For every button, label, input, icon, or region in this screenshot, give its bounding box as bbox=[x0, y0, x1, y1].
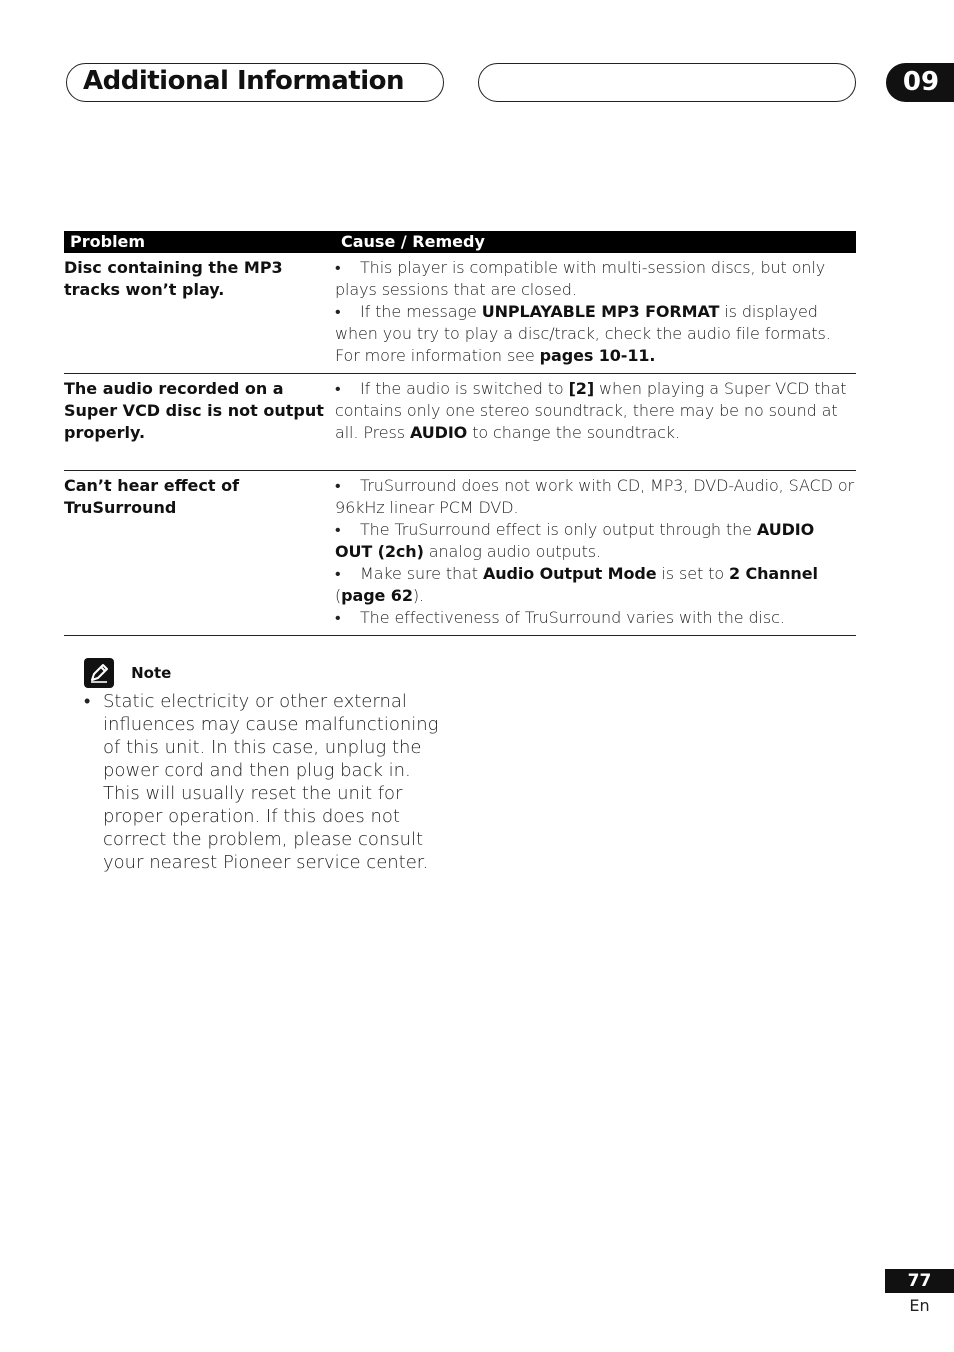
header-blank-box bbox=[478, 63, 856, 102]
remedy-text: when playing a Super VCD that contains only one stereo soundtrack, there may be no sound at all. Press bbox=[335, 379, 847, 442]
remedy-item bbox=[335, 519, 856, 563]
note-bullet: • bbox=[84, 691, 91, 712]
remedy-emphasis: Audio Output Mode bbox=[482, 564, 657, 583]
page-title: Additional Information bbox=[83, 66, 405, 96]
table-body bbox=[64, 253, 856, 636]
note-label: Note bbox=[131, 664, 172, 682]
pencil-icon bbox=[84, 658, 114, 688]
table-row bbox=[64, 374, 856, 471]
problem-cell: The audio recorded on a Super VCD disc is not output properly. bbox=[64, 374, 335, 471]
remedy-text: The effectiveness of TruSurround varies with the disc. bbox=[360, 608, 785, 627]
remedy-text: is displayed when you try to play a disc/track, check the audio file formats. For more information see bbox=[335, 302, 831, 365]
header-title-box bbox=[66, 63, 444, 102]
remedy-bullet: • bbox=[335, 608, 341, 627]
remedy-emphasis: AUDIO bbox=[409, 423, 468, 442]
note-block bbox=[84, 658, 454, 874]
remedy-text: This player is compatible with multi-session discs, but only plays sessions that are closed. bbox=[335, 258, 826, 299]
remedy-item bbox=[335, 563, 856, 607]
remedy-emphasis: UNPLAYABLE MP3 FORMAT bbox=[481, 302, 720, 321]
remedy-text: analog audio outputs. bbox=[423, 542, 601, 561]
remedy-bullet: • bbox=[335, 476, 341, 495]
table-header-row bbox=[64, 231, 856, 253]
remedy-emphasis: 2 Channel bbox=[729, 564, 818, 583]
troubleshooting-table bbox=[64, 231, 856, 636]
remedy-bullet: • bbox=[335, 302, 341, 321]
remedy-text: If the message bbox=[360, 302, 482, 321]
remedy-item bbox=[335, 475, 856, 519]
remedy-text: ( bbox=[335, 586, 342, 605]
remedy-text: Make sure that bbox=[360, 564, 483, 583]
remedy-emphasis: pages 10-11. bbox=[539, 346, 656, 365]
remedy-text: ). bbox=[412, 586, 424, 605]
remedy-cell bbox=[335, 374, 856, 471]
chapter-number: 09 bbox=[886, 63, 954, 102]
column-header-cause: Cause / Remedy bbox=[335, 231, 856, 253]
remedy-bullet: • bbox=[335, 258, 341, 277]
language-label: En bbox=[909, 1296, 930, 1315]
page-number: 77 bbox=[885, 1269, 954, 1293]
remedy-bullet: • bbox=[335, 520, 341, 539]
remedy-text: If the audio is switched to bbox=[360, 379, 569, 398]
remedy-cell bbox=[335, 471, 856, 636]
remedy-item bbox=[335, 378, 856, 444]
remedy-text: TruSurround does not work with CD, MP3, DVD-Audio, SACD or 96kHz linear PCM DVD. bbox=[335, 476, 854, 517]
remedy-item bbox=[335, 301, 856, 367]
remedy-emphasis: [2] bbox=[568, 379, 595, 398]
problem-cell: Can’t hear effect of TruSurround bbox=[64, 471, 335, 636]
table-row bbox=[64, 471, 856, 636]
remedy-text: to change the soundtrack. bbox=[467, 423, 680, 442]
remedy-bullet: • bbox=[335, 379, 341, 398]
column-header-problem: Problem bbox=[64, 231, 335, 253]
remedy-item bbox=[335, 607, 856, 629]
remedy-cell bbox=[335, 253, 856, 374]
remedy-text: is set to bbox=[656, 564, 729, 583]
problem-cell: Disc containing the MP3 tracks won’t play. bbox=[64, 253, 335, 374]
note-text: Static electricity or other external influences may cause malfunctioning of this unit. In this case, unplug the power cord and then plug back in. This will usually reset the unit for proper operation. If this does not correct the problem, please consult your nearest Pioneer service center. bbox=[103, 691, 439, 873]
remedy-emphasis: page 62 bbox=[341, 586, 413, 605]
remedy-bullet: • bbox=[335, 564, 341, 583]
remedy-item bbox=[335, 257, 856, 301]
remedy-text: The TruSurround effect is only output through the bbox=[360, 520, 757, 539]
table-row bbox=[64, 253, 856, 374]
note-item bbox=[84, 690, 448, 874]
remedy-emphasis: AUDIO OUT (2ch) bbox=[335, 520, 815, 561]
